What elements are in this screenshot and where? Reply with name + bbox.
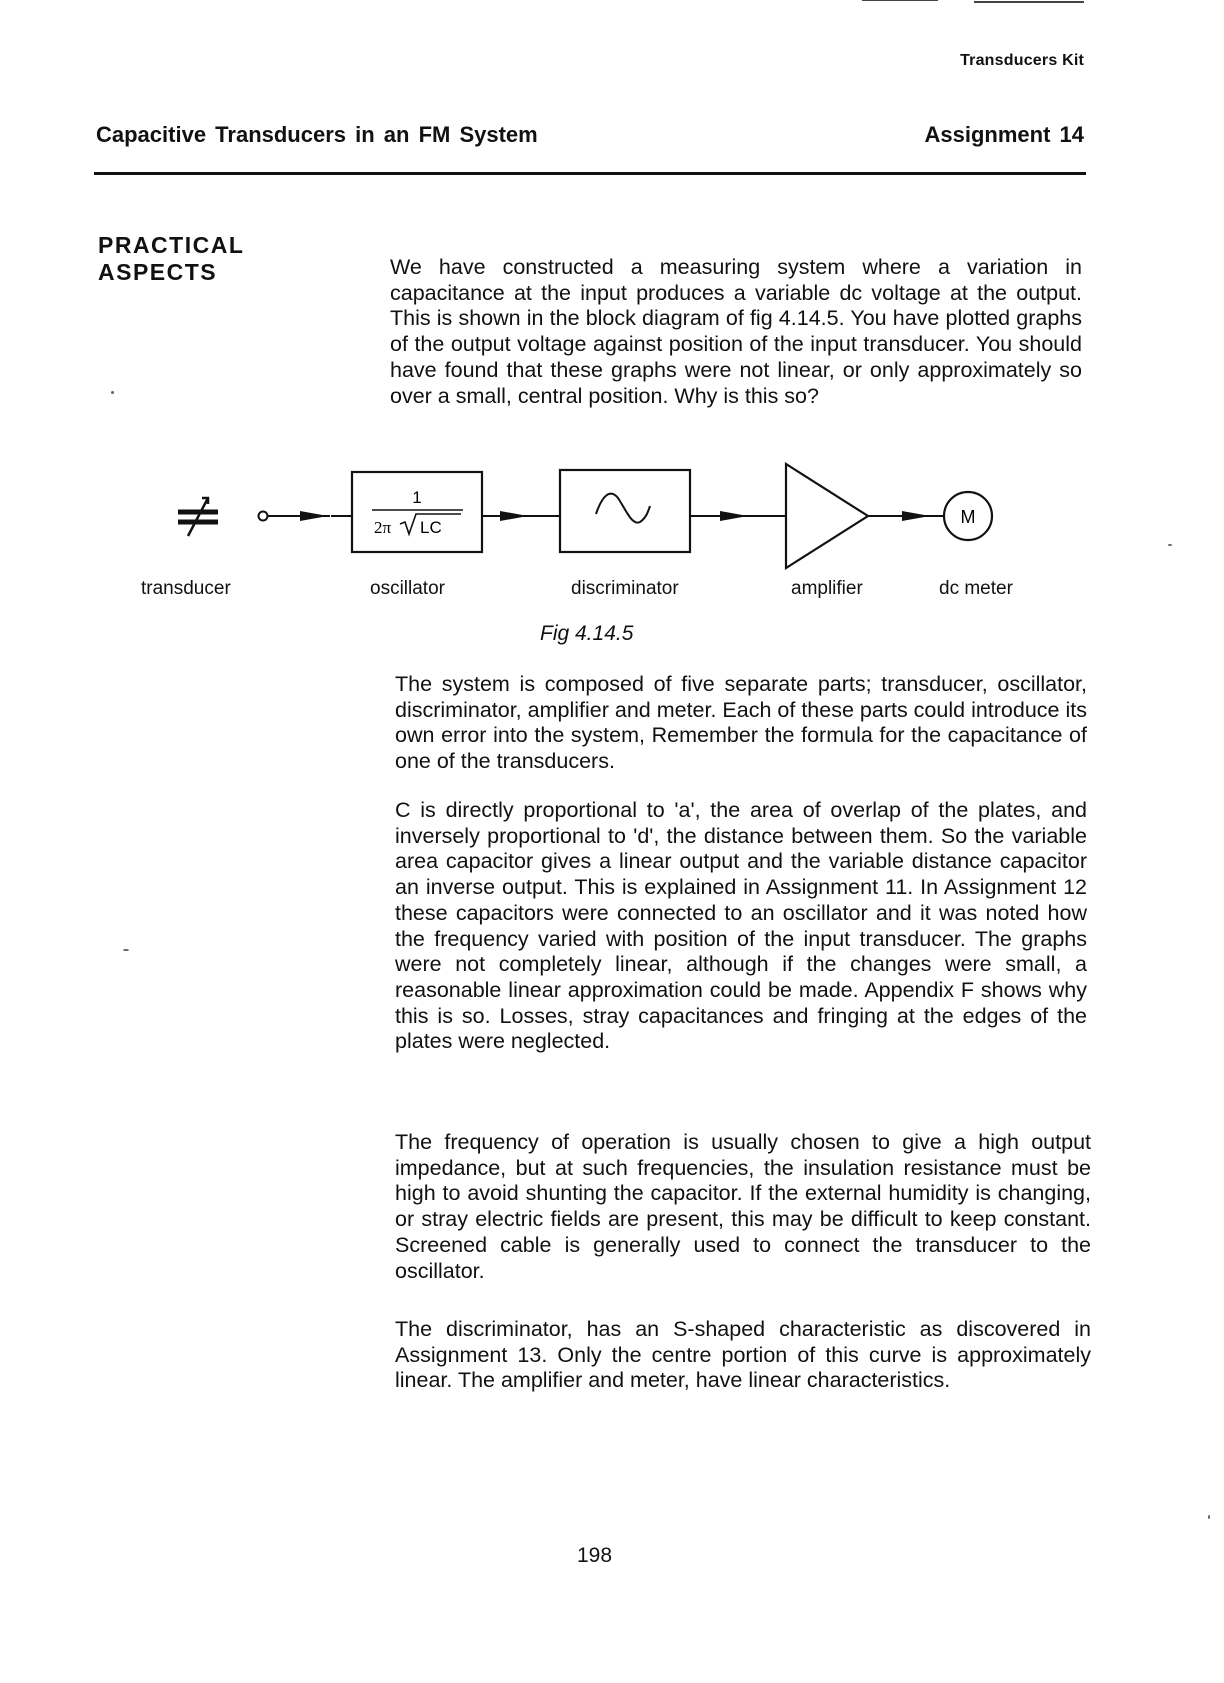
meter-symbol: M	[960, 507, 976, 527]
header-rule	[94, 172, 1086, 175]
scan-speck	[1168, 544, 1172, 546]
paragraph-intro: We have constructed a measuring system where a variation in capacitance at the input produces a variable dc voltage at the output. This is shown in the block diagram of fig 4.14.5. You have plotted graphs of the output voltage against position of the input transducer. You should have found that these graphs were not linear, or only approximately so over a small, central position. Why is this so?	[390, 255, 1082, 408]
scan-speck	[1208, 1515, 1210, 1519]
oscillator-formula-prefix: 2π	[374, 518, 392, 537]
label-amplifier: amplifier	[791, 578, 863, 599]
paragraph-discriminator: The discriminator, has an S-shaped characteristic as discovered in Assignment 13. Only the centre portion of this curve is approximately linear. The amplifier and meter, have linear characteristics.	[395, 1317, 1091, 1393]
s-curve-icon	[596, 494, 650, 523]
oscillator-block	[352, 472, 482, 552]
arrow-icon	[300, 511, 328, 521]
label-oscillator: oscillator	[370, 578, 445, 599]
scan-speck	[111, 391, 114, 394]
label-transducer: transducer	[141, 578, 231, 599]
assignment-label: Assignment 14	[924, 122, 1084, 147]
amplifier-triangle-icon	[786, 464, 868, 568]
label-discriminator: discriminator	[571, 578, 679, 599]
page-title: Capacitive Transducers in an FM System	[96, 122, 538, 147]
scan-speck	[123, 949, 129, 951]
arrow-icon	[902, 511, 930, 521]
scan-edge-line	[862, 0, 938, 1]
label-dc-meter: dc meter	[939, 578, 1013, 599]
paragraph-frequency: The frequency of operation is usually chosen to give a high output impedance, but at such frequencies, the insulation resistance must be high to avoid shunting the capacitor. If the external humidity is changing, or stray electric fields are present, this may be difficult to keep constant. Screened cable is generally used to connect the transducer to the oscillator.	[395, 1130, 1091, 1283]
section-heading	[98, 232, 244, 286]
variable-capacitor-icon	[178, 498, 218, 536]
arrow-icon	[500, 511, 528, 521]
figure-caption: Fig 4.14.5	[540, 622, 634, 645]
section-heading-line1: PRACTICAL	[98, 232, 245, 258]
oscillator-formula-radicand: LC	[420, 518, 442, 537]
scan-edge-line	[974, 1, 1084, 3]
section-heading-line2: ASPECTS	[98, 259, 218, 285]
oscillator-formula-numerator: 1	[412, 488, 422, 507]
page-number: 198	[577, 1544, 613, 1567]
kit-label: Transducers Kit	[960, 52, 1084, 69]
paragraph-capacitance: C is directly proportional to 'a', the area of overlap of the plates, and inversely proportional to 'd', the distance between them. So the variable area capacitor gives a linear output and the variable distance capacitor an inverse output. This is explained in Assignment 11. In Assignment 12 these capacitors were connected to an oscillator and it was noted how the frequency varied with position of the input transducer. The graphs were not completely linear, although if the changes were small, a reasonable linear approximation could be made. Appendix F shows why this is so. Losses, stray capacitances and fringing at the edges of the plates were neglected.	[395, 798, 1087, 1054]
paragraph-system-parts: The system is composed of five separate parts; transducer, oscillator, discriminator, amplifier and meter. Each of these parts could introduce its own error into the system, Remember the formula for the capacitance of one of the transducers.	[395, 672, 1087, 774]
arrow-icon	[720, 511, 748, 521]
